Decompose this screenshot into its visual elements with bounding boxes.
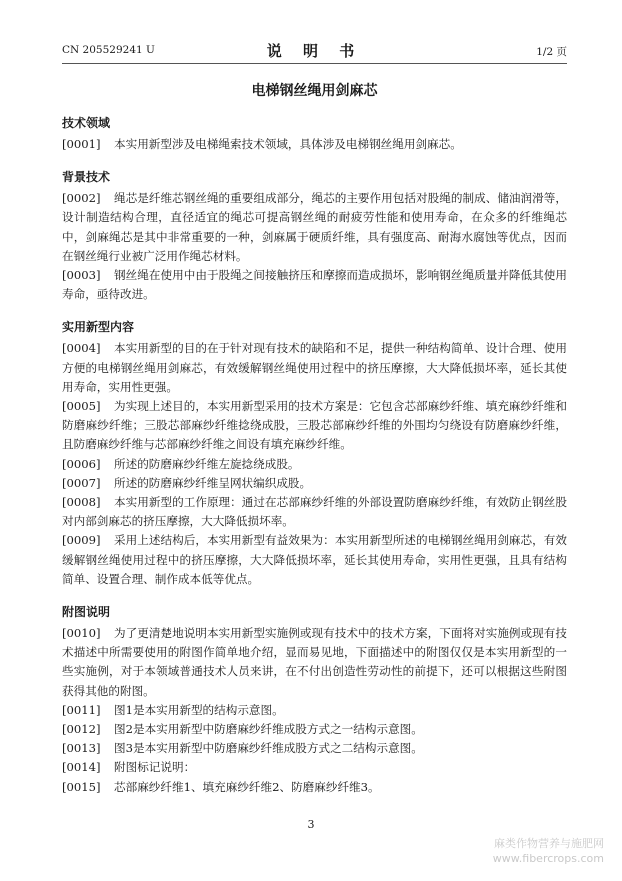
paragraph-number: [0006] (62, 456, 101, 471)
section (62, 603, 567, 797)
paragraph-text: 为了更清楚地说明本实用新型实施例或现有技术中的技术方案，下面将对实施例或现有技术描述中所需要使用的附图作简单地介绍，显而易见地，下面描述中的附图仅仅是本实用新型的一些实施例，对于本领域普通技术人员来讲，在不付出创造性劳动性的前提下，还可以根据这些附图获得其他的附图。 (62, 626, 567, 698)
paragraph-number: [0011] (62, 702, 101, 717)
paragraph (62, 455, 567, 474)
paragraph-text: 本实用新型涉及电梯绳索技术领域，具体涉及电梯钢丝绳用剑麻芯。 (114, 137, 462, 151)
paragraph (62, 739, 567, 758)
paragraph-number: [0008] (62, 495, 101, 510)
paragraph-text: 芯部麻纱纤维1、填充麻纱纤维2、防磨麻纱纤维3。 (114, 779, 380, 794)
paragraph-text: 图3是本实用新型中防磨麻纱纤维成股方式之二结构示意图。 (114, 741, 423, 756)
paragraph (62, 720, 567, 739)
page-number: 3 (307, 818, 315, 831)
paragraph (62, 339, 567, 397)
paragraph-number: [0013] (62, 741, 101, 756)
paragraph (62, 266, 567, 304)
paragraph-number: [0010] (62, 626, 101, 641)
paragraph-number: [0003] (62, 268, 101, 283)
watermark-url: www.fibercrops.com (492, 852, 604, 865)
section-heading: 附图说明 (62, 605, 111, 620)
paragraph (62, 474, 567, 493)
paragraph-number: [0014] (62, 760, 101, 775)
paragraph-text: 本实用新型的工作原理：通过在芯部麻纱纤维的外部设置防磨麻纱纤维，有效防止钢丝股对内部剑麻芯的挤压摩擦，大大降低损坏率。 (62, 495, 567, 529)
paragraph (62, 778, 567, 797)
paragraph-text: 绳芯是纤维芯钢丝绳的重要组成部分，绳芯的主要作用包括对股绳的制成、储油润滑等，设计制造结构合理，直径适宜的绳芯可提高钢丝绳的耐疲劳性能和使用寿命，在众多的纤维绳芯中，剑麻绳芯是其中非常重要的一种，剑麻属于硬质纤维，具有强度高、耐海水腐蚀等优点，因而在钢丝绳行业被广泛用作绳芯材料。 (62, 191, 567, 263)
paragraph (62, 493, 567, 531)
document-type: 说 明 书 (266, 42, 363, 60)
paragraph-number: [0007] (62, 475, 101, 490)
document-title: 电梯钢丝绳用剑麻芯 (251, 83, 378, 99)
paragraph-number: [0005] (62, 399, 101, 414)
document-body (62, 114, 567, 811)
paragraph-number: [0001] (62, 137, 101, 151)
paragraph-number: [0002] (62, 191, 101, 206)
paragraph (62, 397, 567, 455)
paragraph-text: 钢丝绳在使用中由于股绳之间接触挤压和摩擦而造成损坏，影响钢丝绳质量并降低其使用寿命，亟待改进。 (62, 268, 567, 302)
paragraph-text: 图1是本实用新型的结构示意图。 (114, 702, 284, 717)
section-heading: 技术领域 (62, 116, 111, 130)
paragraph (62, 701, 567, 720)
watermark-text: 麻类作物营养与施肥网 (494, 837, 604, 850)
section (62, 318, 567, 589)
paragraph (62, 758, 567, 777)
paragraph (62, 624, 567, 701)
section-heading: 背景技术 (62, 170, 111, 185)
paragraph (62, 135, 567, 154)
paragraph-text: 为实现上述目的，本实用新型采用的技术方案是：它包含芯部麻纱纤维、填充麻纱纤维和防磨麻纱纤维；三股芯部麻纱纤维捻绕成股，三股芯部麻纱纤维的外围均匀绕设有防磨麻纱纤维，且防磨麻纱纤维与芯部麻纱纤维之间设有填充麻纱纤维。 (62, 399, 567, 452)
paragraph-text: 采用上述结构后，本实用新型有益效果为：本实用新型所述的电梯钢丝绳用剑麻芯，有效缓解钢丝绳使用过程中的挤压摩擦，大大降低损坏率，延长其使用寿命，实用性更强，且具有结构简单、设置合理、制作成本低等优点。 (62, 533, 567, 586)
paragraph-text: 所述的防磨麻纱纤维左旋捻绕成股。 (114, 456, 300, 471)
paragraph-text: 本实用新型的目的在于针对现有技术的缺陷和不足，提供一种结构简单、设计合理、使用方便的电梯钢丝绳用剑麻芯，有效缓解钢丝绳使用过程中的挤压摩擦，大大降低损坏率，延长其使用寿命，实用性更强。 (62, 341, 567, 394)
paragraph (62, 531, 567, 589)
page-header (62, 40, 567, 62)
patent-number: CN 205529241 U (62, 44, 155, 56)
section-heading: 实用新型内容 (62, 320, 135, 335)
paragraph (62, 189, 567, 266)
paragraph-number: [0009] (62, 533, 101, 548)
section (62, 168, 567, 304)
paragraph-number: [0015] (62, 779, 101, 794)
paragraph-text: 所述的防磨麻纱纤维呈网状编织成股。 (114, 475, 312, 490)
paragraph-number: [0012] (62, 722, 101, 737)
paragraph-number: [0004] (62, 341, 101, 356)
section (62, 114, 567, 154)
paragraph-text: 图2是本实用新型中防磨麻纱纤维成股方式之一结构示意图。 (114, 722, 423, 737)
header-divider (62, 63, 567, 64)
page-info: 1/2 页 (536, 46, 567, 58)
paragraph-text: 附图标记说明： (114, 760, 196, 775)
site-watermark (493, 836, 604, 866)
